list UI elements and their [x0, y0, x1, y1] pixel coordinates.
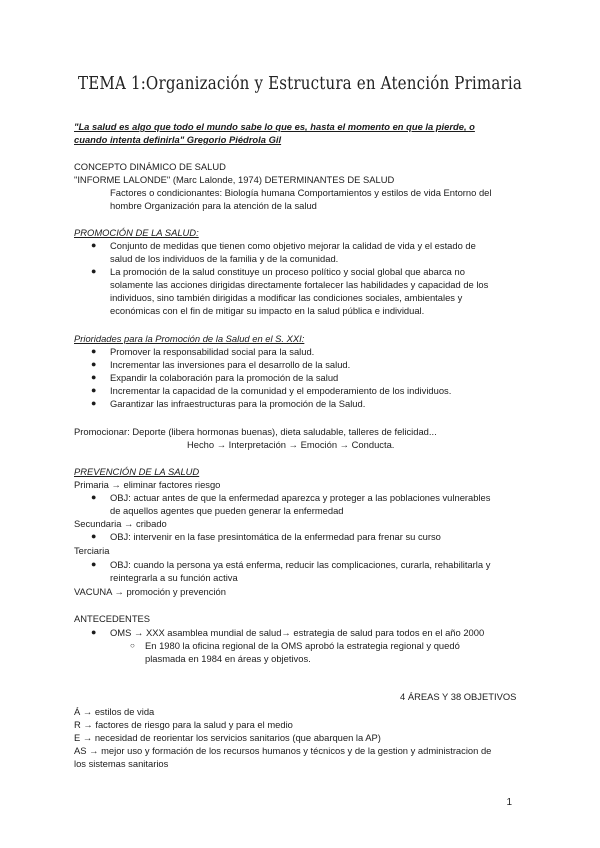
bullet-icon: ● — [91, 346, 97, 356]
oms-line: OMS → XXX asamblea mundial de salud→ estrategia de salud para todos en el año 2000 — [110, 627, 485, 638]
promocion-heading: PROMOCIÓN DE LA SALUD: — [74, 227, 199, 238]
bullet-icon: ● — [91, 266, 97, 276]
terciaria-line: Terciaria — [74, 545, 110, 556]
prevencion-heading: PREVENCIÓN DE LA SALUD — [74, 466, 200, 477]
primaria-obj-line-1: OBJ: actuar antes de que la enfermedad aparezca y proteger a las poblaciones vulnerables — [110, 492, 491, 503]
bullet-icon: ● — [91, 627, 97, 637]
oms-sub-line-2: plasmada en 1984 en áreas y objetivos. — [145, 653, 311, 664]
areas-heading: 4 ÁREAS Y 38 OBJETIVOS — [400, 691, 517, 702]
area-line-r: R → factores de riesgo para la salud y para el medio — [74, 719, 293, 730]
promocion-item-2-line-4: económicas con el fin de mitigar su impacto en la salud pública e individual. — [110, 305, 425, 316]
bullet-icon: ● — [91, 240, 97, 250]
primaria-obj-line-2: de aquellos agentes que pueden generar la enfermedad — [110, 505, 344, 516]
promocion-item-2-line-3: individuos, sino también dirigidas a modificar las condiciones sociales, ambientales y — [110, 292, 463, 303]
factores-line-2: hombre Organización para la atención de la salud — [110, 200, 317, 211]
area-line-a: Á → estilos de vida — [74, 706, 155, 717]
informe-lalonde: "INFORME LALONDE" (Marc Lalonde, 1974) DETERMINANTES DE SALUD — [74, 174, 395, 185]
terciaria-obj-line-1: OBJ: cuando la persona ya está enferma, reducir las complicaciones, curarla, rehabilitarla y — [110, 559, 491, 570]
vacuna-line: VACUNA → promoción y prevención — [74, 586, 226, 597]
prioridades-heading: Prioridades para la Promoción de la Salud en el S. XXI: — [74, 333, 305, 344]
hecho-chain: Hecho → Interpretación → Emoción → Conducta. — [187, 439, 395, 450]
promocion-item-1-line-1: Conjunto de medidas que tienen como objetivo mejorar la calidad de vida y el estado de — [110, 240, 476, 251]
bullet-icon: ● — [91, 559, 97, 569]
bullet-icon: ● — [91, 359, 97, 369]
area-line-as: AS → mejor uso y formación de los recursos humanos y técnicos y de la gestion y administracion de — [74, 745, 492, 756]
prioridad-item: Incrementar la capacidad de la comunidad y el empoderamiento de los individuos. — [110, 385, 452, 396]
terciaria-obj-line-2: reintegrarla a su función activa — [110, 572, 238, 583]
promocion-item-2-line-1: La promoción de la salud constituye un proceso político y social global que abarca no — [110, 266, 465, 277]
primaria-line: Primaria → eliminar factores riesgo — [74, 479, 221, 490]
concepto-heading: CONCEPTO DINÁMICO DE SALUD — [74, 161, 226, 172]
page-number: 1 — [506, 797, 512, 808]
area-line-e: E → necesidad de reorientar los servicios sanitarios (que abarquen la AP) — [74, 732, 381, 743]
bullet-icon: ● — [91, 385, 97, 395]
prioridad-item: Garantizar las infraestructuras para la promoción de la Salud. — [110, 398, 366, 409]
promocion-item-1-line-2: salud de los individuos de la familia y de la comunidad. — [110, 253, 339, 264]
bullet-icon: ● — [91, 531, 97, 541]
prioridad-item: Promover la responsabilidad social para la salud. — [110, 346, 315, 357]
antecedentes-heading: ANTECEDENTES — [74, 613, 151, 624]
quote-line-1: "La salud es algo que todo el mundo sabe lo que es, hasta el momento en que la pierde, o — [74, 121, 475, 132]
bullet-icon: ● — [91, 372, 97, 382]
circle-bullet-icon: ○ — [130, 641, 135, 650]
factores-line-1: Factores o condicionantes: Biología humana Comportamientos y estilos de vida Entorno del — [110, 187, 492, 198]
promocion-item-2-line-2: solamente las acciones dirigidas directamente fortalecer las habilidades y capacidad de los — [110, 279, 489, 290]
secundaria-obj: OBJ: intervenir en la fase presintomática de la enfermedad para frenar su curso — [110, 531, 441, 542]
prioridad-item: Expandir la colaboración para la promoción de la salud — [110, 372, 339, 383]
page-title: TEMA 1:Organización y Estructura en Atención Primaria — [77, 74, 523, 94]
bullet-icon: ● — [91, 492, 97, 502]
promocionar-line: Promocionar: Deporte (libera hormonas buenas), dieta saludable, talleres de felicidad... — [74, 426, 437, 437]
quote-line-2: cuando intenta definirla" Gregorio Piédrola Gil — [74, 134, 282, 145]
prioridad-item: Incrementar las inversiones para el desarrollo de la salud. — [110, 359, 351, 370]
bullet-icon: ● — [91, 398, 97, 408]
oms-sub-line-1: En 1980 la oficina regional de la OMS aprobó la estrategia regional y quedó — [145, 640, 460, 651]
secundaria-line: Secundaria → cribado — [74, 518, 167, 529]
area-line-as-cont: los sistemas sanitarios — [74, 758, 169, 769]
